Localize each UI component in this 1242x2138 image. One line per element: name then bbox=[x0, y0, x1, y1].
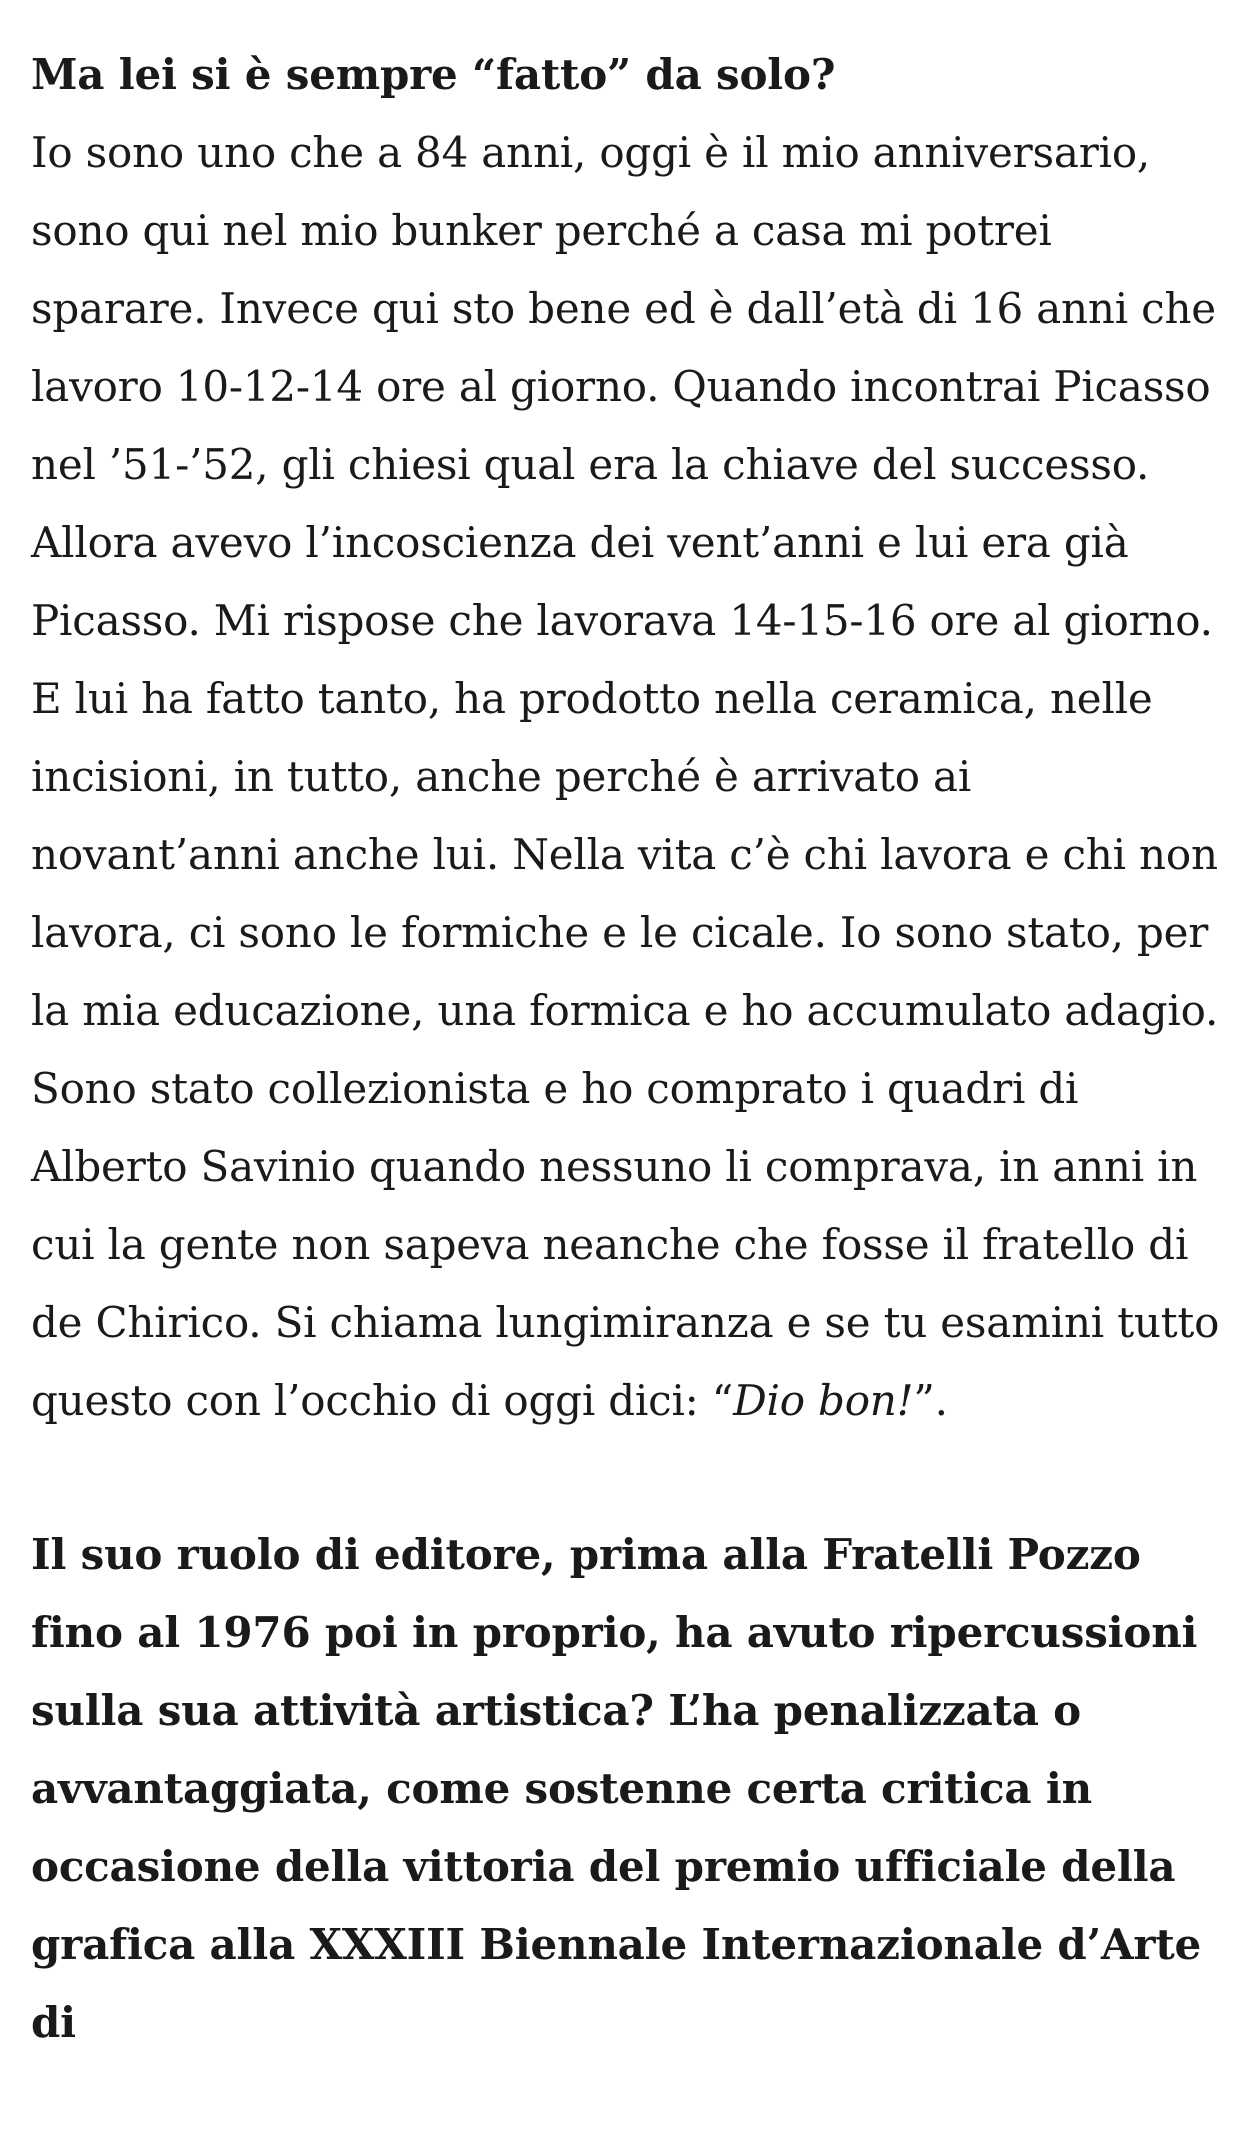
qa-block-1 bbox=[31, 36, 1221, 1440]
qa-block-2 bbox=[31, 1516, 1221, 2062]
answer-1-text: Io sono uno che a 84 anni, oggi è il mio anniversario, sono qui nel mio bunker perché a casa mi potrei sparare. Invece qui sto bene ed è dall’età di 16 anni che lavoro 10-12-14 ore al giorno. Quando incontrai Picasso nel ’51-’52, gli chiesi qual era la chiave del successo. Allora avevo l’incoscienza dei vent’anni e lui era già Picasso. Mi rispose che lavorava 14-15-16 ore al giorno. E lui ha fatto tanto, ha prodotto nella ceramica, nelle incisioni, in tutto, anche perché è arrivato ai novant’anni anche lui. Nella vita c’è chi lavora e chi non lavora, ci sono le formiche e le cicale. Io sono stato, per la mia educazione, una formica e ho accumulato adagio. Sono stato collezionista e ho comprato i quadri di Alberto Savinio quando nessuno li comprava, in anni in cui la gente non sapeva neanche che fosse il fratello di de Chirico. Si chiama lungimiranza e se tu esamini tutto questo con l’occhio di oggi dici: “ bbox=[31, 128, 1220, 1425]
question-1: Ma lei si è sempre “fatto” da solo? bbox=[31, 50, 836, 99]
answer-1-end: ”. bbox=[913, 1376, 948, 1425]
answer-1 bbox=[31, 114, 1221, 1440]
answer-1-italic: Dio bon! bbox=[733, 1376, 914, 1425]
question-2: Il suo ruolo di editore, prima alla Fratelli Pozzo fino al 1976 poi in proprio, ha avuto ripercussioni sulla sua attività artistica? L’ha penalizzata o avvantaggiata, come sostenne certa critica in occasione della vittoria del premio ufficiale della grafica alla XXXIII Biennale Internazionale d’Arte di bbox=[31, 1530, 1202, 2047]
article-body bbox=[31, 36, 1221, 2138]
